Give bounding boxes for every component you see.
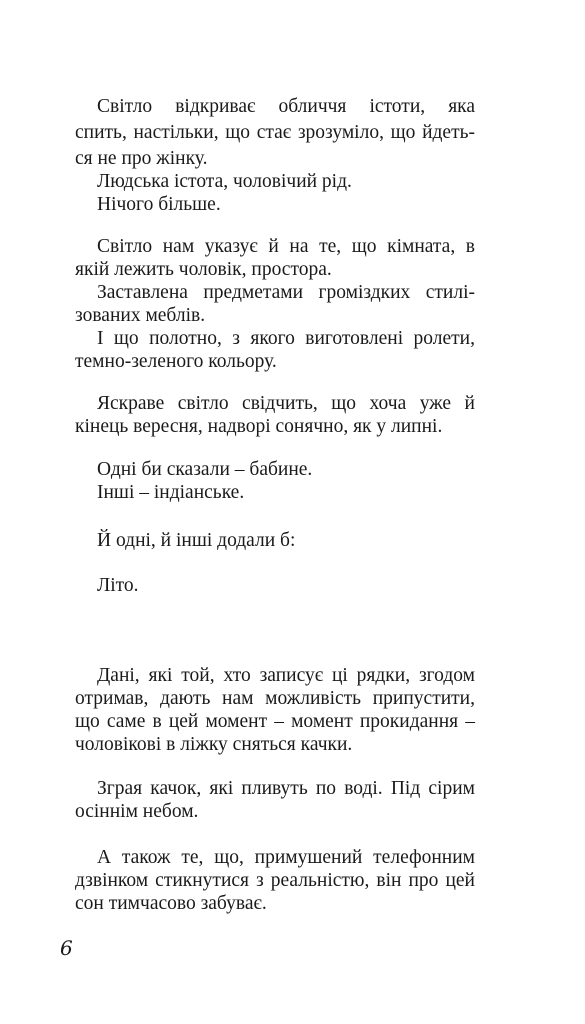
text-line: чоловікові в ліжку сняться качки. (75, 734, 353, 755)
text-line: А також те, що, примушений телефонним (97, 847, 475, 868)
text-line: якій лежить чоловік, простора. (75, 259, 332, 280)
text-line: Заставлена предметами громіздких стилі- (97, 282, 475, 303)
text-line: зованих меблів. (75, 305, 206, 326)
text-line: Одні би сказали – бабине. (97, 459, 313, 480)
text-line: Нічого більше. (97, 194, 221, 215)
text-line: І що полотно, з якого виготовлені ролети, (97, 328, 475, 349)
text-line: дзвінком стикнутися з реальністю, він про цей (75, 870, 475, 891)
text-line: що саме в цей момент – момент прокидання – (75, 711, 475, 732)
text-line: спить, настільки, що стає зрозуміло, що йдеть- (75, 122, 475, 143)
text-line: Дані, які той, хто записує ці рядки, згодом (97, 665, 475, 686)
text-line: Інші – індіанське. (97, 482, 245, 503)
text-line: темно-зеленого кольору. (75, 351, 277, 372)
text-line: Літо. (97, 575, 139, 596)
text-line: Й одні, й інші додали б: (97, 530, 296, 551)
text-line: Зграя качок, які пливуть по воді. Під сірим (97, 778, 475, 799)
text-line: Людська істота, чоловічий рід. (97, 171, 352, 192)
text-line: кінець вересня, надворі сонячно, як у липні. (75, 416, 443, 437)
text-line: ся не про жінку. (75, 148, 208, 169)
text-line: Світло нам указує й на те, що кімната, в (97, 236, 475, 257)
page-number: 6 (60, 936, 73, 960)
text-line: отримав, дають нам можливість припустити, (75, 688, 475, 709)
text-line: Світло відкриває обличчя істоти, яка (97, 96, 475, 117)
text-line: сон тимчасово забуває. (75, 893, 267, 914)
text-line: Яскраве світло свідчить, що хоча уже й (97, 393, 475, 414)
text-line: осіннім небом. (75, 801, 199, 822)
